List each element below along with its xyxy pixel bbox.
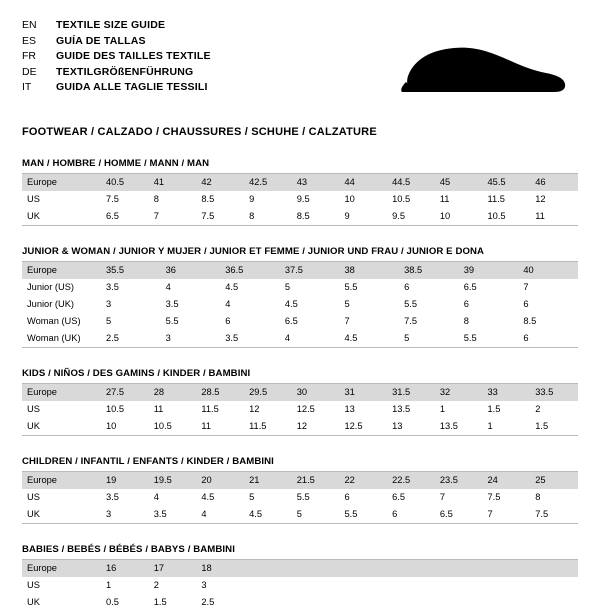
cell: 12 bbox=[535, 194, 546, 204]
cell: 6.5 bbox=[463, 282, 477, 292]
section-kids bbox=[22, 368, 578, 436]
row-label: UK bbox=[27, 421, 40, 431]
cell: 6 bbox=[344, 492, 350, 502]
cell: 1.5 bbox=[153, 597, 167, 607]
cell-empty bbox=[435, 594, 483, 611]
cell: 16 bbox=[101, 560, 149, 577]
cell: 19.5 bbox=[149, 472, 197, 489]
cell-empty bbox=[244, 594, 292, 611]
cell-empty bbox=[292, 594, 340, 611]
row-label: Junior (UK) bbox=[27, 299, 75, 309]
cell: 43 bbox=[292, 174, 340, 191]
language-code: IT bbox=[22, 81, 32, 93]
cell: 45.5 bbox=[483, 174, 531, 191]
cell: 22 bbox=[339, 472, 387, 489]
cell: 7 bbox=[344, 316, 350, 326]
cell: 28.5 bbox=[196, 384, 244, 401]
cell: 19 bbox=[101, 472, 149, 489]
cell: 38 bbox=[340, 262, 400, 279]
table-row bbox=[22, 489, 578, 506]
cell: 40.5 bbox=[101, 174, 149, 191]
table-row bbox=[22, 506, 578, 523]
language-title: GUIDA ALLE TAGLIE TESSILI bbox=[56, 81, 208, 93]
cell: 4.5 bbox=[201, 492, 215, 502]
language-code: DE bbox=[22, 65, 37, 78]
cell: 5.5 bbox=[404, 299, 418, 309]
cell-empty bbox=[387, 594, 435, 611]
size-table-kids bbox=[22, 384, 578, 436]
table-row bbox=[22, 279, 578, 296]
cell: 3 bbox=[106, 299, 112, 309]
cell: 4 bbox=[165, 282, 171, 292]
cell: 5 bbox=[284, 282, 291, 292]
cell: 9.5 bbox=[296, 194, 310, 204]
cell: 13.5 bbox=[392, 404, 411, 414]
row-label: Woman (US) bbox=[27, 316, 81, 326]
section-junior-woman bbox=[22, 246, 578, 348]
language-code: EN bbox=[22, 19, 37, 31]
row-divider bbox=[22, 523, 578, 524]
cell: 7.5 bbox=[404, 316, 418, 326]
table-row bbox=[22, 191, 578, 208]
cell: 28 bbox=[149, 384, 197, 401]
cell: 8 bbox=[535, 492, 541, 502]
cell: 11.5 bbox=[487, 194, 505, 204]
cell: 21.5 bbox=[292, 472, 340, 489]
cell: 11.5 bbox=[249, 421, 267, 431]
cell: 7.5 bbox=[106, 194, 119, 204]
row-label: Europe bbox=[22, 472, 101, 489]
cell-empty bbox=[483, 560, 531, 577]
cell: 7 bbox=[523, 282, 529, 292]
table-row bbox=[22, 472, 578, 489]
row-divider bbox=[22, 347, 578, 348]
cell: 8.5 bbox=[523, 316, 537, 326]
cell: 7.5 bbox=[535, 509, 549, 519]
section-title: JUNIOR & WOMAN / JUNIOR Y MUJER / JUNIOR ET FEMME / JUNIOR UND FRAU / JUNIOR E DONA bbox=[22, 246, 578, 262]
cell: 1.5 bbox=[535, 421, 549, 431]
cell-empty bbox=[339, 594, 387, 611]
row-label: US bbox=[27, 492, 40, 502]
cell-empty bbox=[435, 560, 483, 577]
cell: 33.5 bbox=[530, 384, 578, 401]
language-code: FR bbox=[22, 50, 36, 62]
table-row bbox=[22, 296, 578, 313]
row-label: US bbox=[27, 194, 40, 204]
cell: 39 bbox=[459, 262, 519, 279]
cell: 6.5 bbox=[106, 211, 119, 221]
cell: 11 bbox=[535, 211, 545, 221]
cell: 5.5 bbox=[165, 316, 179, 326]
dress-shoe-icon bbox=[378, 36, 568, 98]
cell: 3.5 bbox=[106, 282, 119, 292]
cell: 7 bbox=[439, 492, 445, 502]
row-label: Junior (US) bbox=[27, 282, 75, 292]
table-row bbox=[22, 577, 578, 594]
cell: 44 bbox=[339, 174, 387, 191]
language-title: GUÍA DE TALLAS bbox=[56, 34, 146, 47]
cell: 11 bbox=[153, 404, 164, 414]
cell: 5 bbox=[106, 316, 112, 326]
cell: 41 bbox=[149, 174, 197, 191]
cell: 1.5 bbox=[487, 404, 501, 414]
cell: 8 bbox=[153, 194, 159, 204]
section-man bbox=[22, 158, 578, 226]
cell: 45 bbox=[435, 174, 483, 191]
cell: 11 bbox=[439, 194, 450, 204]
language-title-list bbox=[22, 18, 211, 96]
language-row bbox=[22, 18, 211, 34]
cell: 11 bbox=[201, 421, 212, 431]
section-title: MAN / HOMBRE / HOMME / MANN / MAN bbox=[22, 158, 578, 174]
cell: 17 bbox=[149, 560, 197, 577]
cell-empty bbox=[435, 577, 483, 594]
cell: 2.5 bbox=[106, 333, 119, 343]
cell: 32 bbox=[435, 384, 483, 401]
cell: 37.5 bbox=[280, 262, 340, 279]
table-row bbox=[22, 594, 578, 611]
language-title: TEXTILGRÖßENFÜHRUNG bbox=[56, 65, 194, 78]
cell: 36.5 bbox=[220, 262, 280, 279]
cell: 7.5 bbox=[201, 211, 215, 221]
cell: 4.5 bbox=[249, 509, 262, 519]
table-row bbox=[22, 262, 578, 279]
cell: 11.5 bbox=[201, 404, 219, 414]
table-row bbox=[22, 401, 578, 418]
cell: 38.5 bbox=[399, 262, 459, 279]
cell: 35.5 bbox=[101, 262, 161, 279]
cell: 44.5 bbox=[387, 174, 435, 191]
cell: 2.5 bbox=[201, 597, 215, 607]
cell: 10.5 bbox=[392, 194, 411, 204]
cell: 10 bbox=[439, 211, 451, 221]
row-divider bbox=[22, 435, 578, 436]
cell: 6.5 bbox=[439, 509, 453, 519]
table-row bbox=[22, 174, 578, 191]
cell: 6.5 bbox=[392, 492, 406, 502]
page-header bbox=[22, 18, 578, 110]
cell: 10.5 bbox=[106, 404, 125, 414]
size-table-junior-woman bbox=[22, 262, 578, 348]
cell: 5 bbox=[296, 509, 302, 519]
cell: 2 bbox=[535, 404, 541, 414]
row-label: Europe bbox=[22, 174, 101, 191]
cell: 36 bbox=[161, 262, 221, 279]
language-code: ES bbox=[22, 34, 37, 47]
language-title: TEXTILE SIZE GUIDE bbox=[56, 19, 166, 31]
cell: 5.5 bbox=[344, 282, 358, 292]
section-babies bbox=[22, 544, 578, 611]
language-row bbox=[22, 49, 211, 65]
section-title: BABIES / BEBÉS / BÉBÉS / BABYS / BAMBINI bbox=[22, 544, 578, 560]
cell: 6 bbox=[523, 299, 529, 309]
table-row bbox=[22, 330, 578, 347]
cell: 12 bbox=[296, 421, 308, 431]
cell: 24 bbox=[483, 472, 531, 489]
footwear-category-title: FOOTWEAR / CALZADO / CHAUSSURES / SCHUHE / CALZATURE bbox=[22, 126, 377, 138]
cell-empty bbox=[292, 560, 340, 577]
row-label: UK bbox=[27, 597, 40, 607]
table-row bbox=[22, 418, 578, 435]
cell: 13 bbox=[392, 421, 403, 431]
cell: 42.5 bbox=[244, 174, 292, 191]
cell: 3 bbox=[165, 333, 171, 343]
cell: 1 bbox=[106, 580, 112, 590]
table-row bbox=[22, 313, 578, 330]
cell: 31 bbox=[339, 384, 387, 401]
cell: 40 bbox=[518, 262, 578, 279]
cell: 5 bbox=[249, 492, 255, 502]
cell-empty bbox=[387, 577, 435, 594]
cell: 22.5 bbox=[387, 472, 435, 489]
cell: 3.5 bbox=[153, 509, 167, 519]
row-label: Europe bbox=[22, 262, 101, 279]
cell-empty bbox=[530, 560, 578, 577]
cell-empty bbox=[530, 594, 578, 611]
cell: 13.5 bbox=[439, 421, 458, 431]
cell: 3 bbox=[106, 509, 112, 519]
cell: 31.5 bbox=[387, 384, 435, 401]
row-label: UK bbox=[27, 211, 40, 221]
cell: 29.5 bbox=[244, 384, 292, 401]
cell: 30 bbox=[292, 384, 340, 401]
cell: 6 bbox=[392, 509, 398, 519]
table-row bbox=[22, 384, 578, 401]
cell: 10 bbox=[344, 194, 355, 204]
language-title: GUIDE DES TAILLES TEXTILE bbox=[56, 50, 211, 62]
cell: 20 bbox=[196, 472, 244, 489]
row-divider bbox=[22, 225, 578, 226]
cell: 7.5 bbox=[487, 492, 501, 502]
cell-empty bbox=[483, 577, 531, 594]
section-title: CHILDREN / INFANTIL / ENFANTS / KINDER / BAMBINI bbox=[22, 456, 578, 472]
size-table-babies bbox=[22, 560, 578, 611]
cell: 5 bbox=[404, 333, 410, 343]
cell-empty bbox=[339, 560, 387, 577]
cell: 42 bbox=[196, 174, 244, 191]
row-label: US bbox=[27, 404, 40, 414]
cell-empty bbox=[387, 560, 435, 577]
cell: 27.5 bbox=[101, 384, 149, 401]
cell: 3 bbox=[201, 580, 207, 590]
cell: 1 bbox=[439, 404, 445, 414]
cell-empty bbox=[292, 577, 340, 594]
cell: 4 bbox=[225, 299, 231, 309]
cell: 12.5 bbox=[296, 404, 315, 414]
cell: 5.5 bbox=[463, 333, 477, 343]
cell: 9 bbox=[249, 194, 255, 204]
cell: 4 bbox=[201, 509, 207, 519]
cell: 46 bbox=[530, 174, 578, 191]
cell: 23.5 bbox=[435, 472, 483, 489]
row-label: US bbox=[27, 580, 40, 590]
cell: 6 bbox=[225, 316, 231, 326]
cell: 5 bbox=[344, 299, 350, 309]
cell: 10.5 bbox=[153, 421, 172, 431]
cell: 10 bbox=[106, 421, 117, 431]
cell: 2 bbox=[153, 580, 159, 590]
cell: 4.5 bbox=[225, 282, 239, 292]
cell: 7 bbox=[153, 211, 159, 221]
cell: 10.5 bbox=[487, 211, 506, 221]
cell: 1 bbox=[487, 421, 493, 431]
table-row bbox=[22, 560, 578, 577]
cell: 6.5 bbox=[284, 316, 298, 326]
cell: 3.5 bbox=[106, 492, 119, 502]
cell: 9 bbox=[344, 211, 350, 221]
cell: 4 bbox=[153, 492, 159, 502]
cell: 33 bbox=[483, 384, 531, 401]
size-table-man bbox=[22, 174, 578, 226]
cell: 8 bbox=[249, 211, 255, 221]
language-row bbox=[22, 65, 211, 81]
row-label: UK bbox=[27, 509, 40, 519]
cell: 3.5 bbox=[165, 299, 179, 309]
cell-empty bbox=[339, 577, 387, 594]
language-row bbox=[22, 80, 211, 96]
cell: 3.5 bbox=[225, 333, 239, 343]
cell: 9.5 bbox=[392, 211, 406, 221]
cell: 5.5 bbox=[296, 492, 310, 502]
cell: 5.5 bbox=[344, 509, 358, 519]
cell: 6 bbox=[523, 333, 529, 343]
cell: 4.5 bbox=[284, 299, 298, 309]
cell: 8 bbox=[463, 316, 469, 326]
language-row bbox=[22, 34, 211, 50]
row-label: Europe bbox=[22, 384, 101, 401]
cell: 6 bbox=[463, 299, 469, 309]
row-label: Woman (UK) bbox=[27, 333, 81, 343]
row-label: Europe bbox=[22, 560, 101, 577]
cell: 8.5 bbox=[296, 211, 310, 221]
cell: 8.5 bbox=[201, 194, 215, 204]
cell-empty bbox=[483, 594, 531, 611]
section-children bbox=[22, 456, 578, 524]
cell: 12.5 bbox=[344, 421, 363, 431]
cell-empty bbox=[530, 577, 578, 594]
cell: 18 bbox=[196, 560, 244, 577]
cell: 21 bbox=[244, 472, 292, 489]
cell: 7 bbox=[487, 509, 493, 519]
cell: 4.5 bbox=[344, 333, 358, 343]
cell: 0.5 bbox=[106, 597, 119, 607]
cell: 13 bbox=[344, 404, 355, 414]
cell: 6 bbox=[404, 282, 410, 292]
cell: 4 bbox=[284, 333, 291, 343]
cell: 12 bbox=[249, 404, 260, 414]
table-row bbox=[22, 208, 578, 225]
cell-empty bbox=[244, 560, 292, 577]
size-table-children bbox=[22, 472, 578, 524]
cell-empty bbox=[244, 577, 292, 594]
cell: 25 bbox=[530, 472, 578, 489]
section-title: KIDS / NIÑOS / DES GAMINS / KINDER / BAMBINI bbox=[22, 368, 578, 384]
